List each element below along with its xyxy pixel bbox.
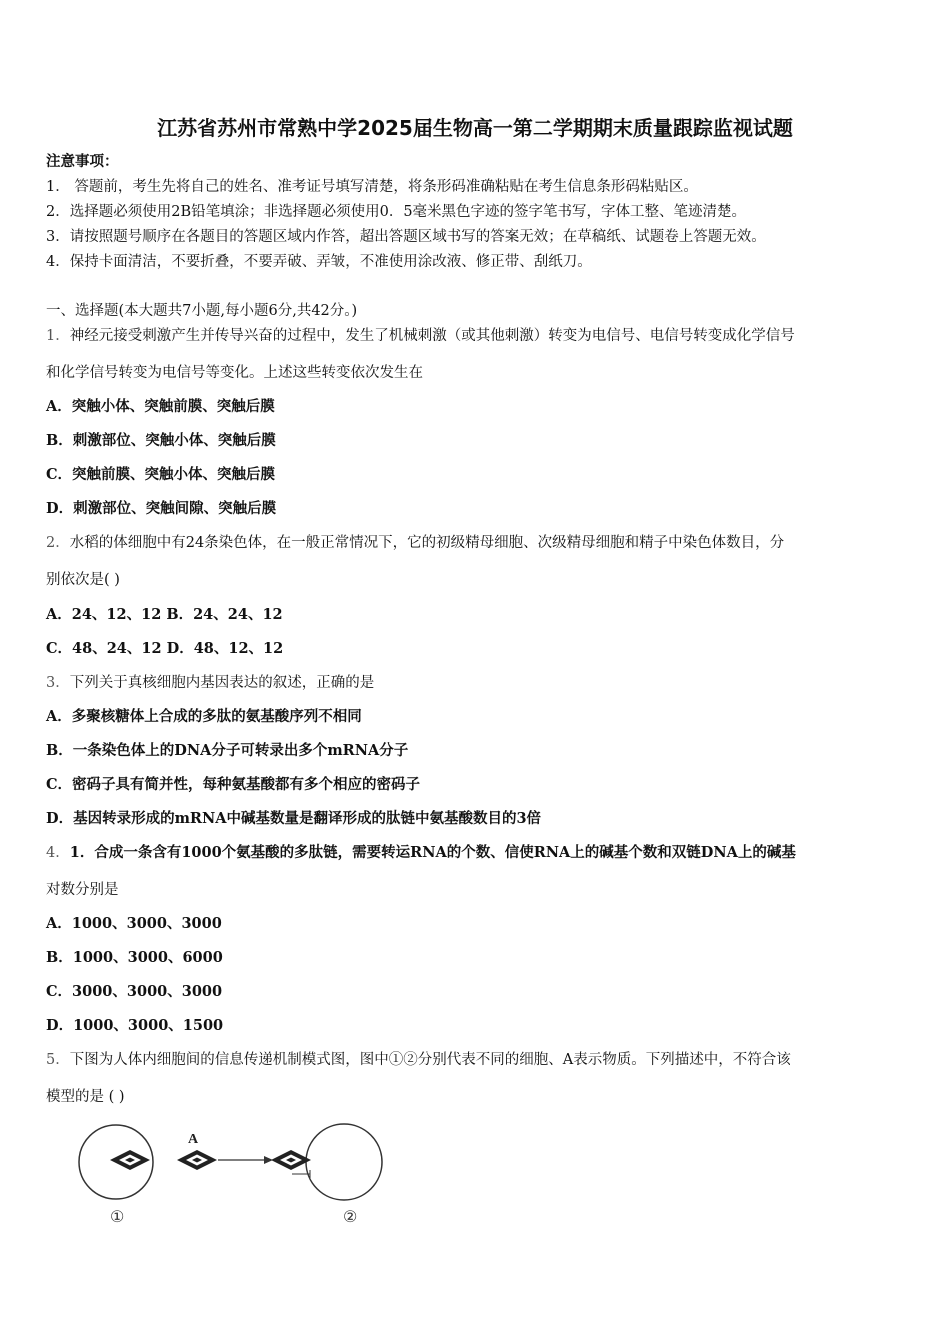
option-1a: A．突触小体、突触前膜、突触后膜 [46,398,275,415]
notice-item-3: 3．请按照题号顺序在各题目的答题区域内作答，超出答题区域书写的答案无效；在草稿纸、试题卷上答题无效。 [46,229,766,245]
cell-2-circle [306,1124,382,1200]
option-2ab: A．24、12、12 B．24、24、12 [46,606,283,623]
option-4c: C．3000、3000、3000 [46,983,223,1000]
option-3d: D．基因转录形成的mRNA中碱基数量是翻译形成的肽链中氨基酸数目的3倍 [46,810,542,827]
question-number: 5． [46,1052,70,1068]
option-1c: C．突触前膜、突触小体、突触后膜 [46,466,276,483]
question-text-cont: 别依次是( ) [46,572,120,588]
option-4b: B．1000、3000、6000 [46,949,223,966]
notice-heading: 注意事项： [46,153,119,170]
question-2 [46,533,908,553]
question-text: 下图为人体内细胞间的信息传递机制模式图，图中①②分别代表不同的细胞、A表示物质。下列描述中，不符合该 [69,1052,791,1068]
option-1d: D．刺激部位、突触间隙、突触后膜 [46,500,277,517]
diamond-icon [110,1150,150,1170]
option-4a: A．1000、3000、3000 [46,915,222,932]
receptor-icon [271,1150,311,1178]
question-text-cont: 和化学信号转变为电信号等变化。上述这些转变依次发生在 [46,365,423,381]
section-heading: 一、选择题(本大题共7小题,每小题6分,共42分。) [46,303,358,319]
notice-item-4: 4．保持卡面清洁，不要折叠，不要弄破、弄皱，不准使用涂改液、修正带、刮纸刀。 [46,254,592,270]
question-number: 4． [46,845,70,861]
option-3c: C．密码子具有简并性，每种氨基酸都有多个相应的密码子 [46,776,421,793]
question-text: 下列关于真核细胞内基因表达的叙述，正确的是 [69,675,375,691]
notice-item-2: 2．选择题必须使用2B铅笔填涂；非选择题必须使用0．5毫米黑色字迹的签字笔书写，字体工整、笔迹清楚。 [46,204,747,220]
notice-item-1: 1． 答题前，考生先将自己的姓名、准考证号填写清楚，将条形码准确粘贴在考生信息条形码粘贴区。 [46,179,698,195]
label-cell-1: ① [110,1207,125,1226]
option-4d: D．1000、3000、1500 [46,1017,224,1034]
page-title: 江苏省苏州市常熟中学2025届生物高一第二学期期末质量跟踪监视试题 [157,116,793,140]
cell-signaling-figure [70,1118,400,1233]
question-number: 1． [46,328,70,344]
option-3a: A．多聚核糖体上合成的多肽的氨基酸序列不相同 [46,708,362,725]
question-3 [46,673,908,693]
question-text: 1．合成一条含有1000个氨基酸的多肽链，需要转运RNA的个数、信使RNA上的碱基个数和双链DNA上的碱基 [69,844,796,861]
diamond-icon [177,1150,217,1170]
label-a: A [188,1132,199,1147]
label-cell-2: ② [343,1207,358,1226]
question-text: 神经元接受刺激产生并传导兴奋的过程中，发生了机械刺激（或其他刺激）转变为电信号、电信号转变成化学信号 [69,328,795,344]
question-number: 2． [46,535,70,551]
question-number: 3． [46,675,70,691]
question-4 [46,843,908,863]
question-1 [46,326,908,346]
question-5 [46,1050,908,1070]
option-2cd: C．48、24、12 D．48、12、12 [46,640,284,657]
question-text: 水稻的体细胞中有24条染色体，在一般正常情况下，它的初级精母细胞、次级精母细胞和精子中染色体数目，分 [69,535,785,551]
question-text-cont: 对数分别是 [46,882,119,898]
option-3b: B．一条染色体上的DNA分子可转录出多个mRNA分子 [46,742,409,759]
question-text-cont: 模型的是 ( ) [46,1089,125,1105]
option-1b: B．刺激部位、突触小体、突触后膜 [46,432,276,449]
